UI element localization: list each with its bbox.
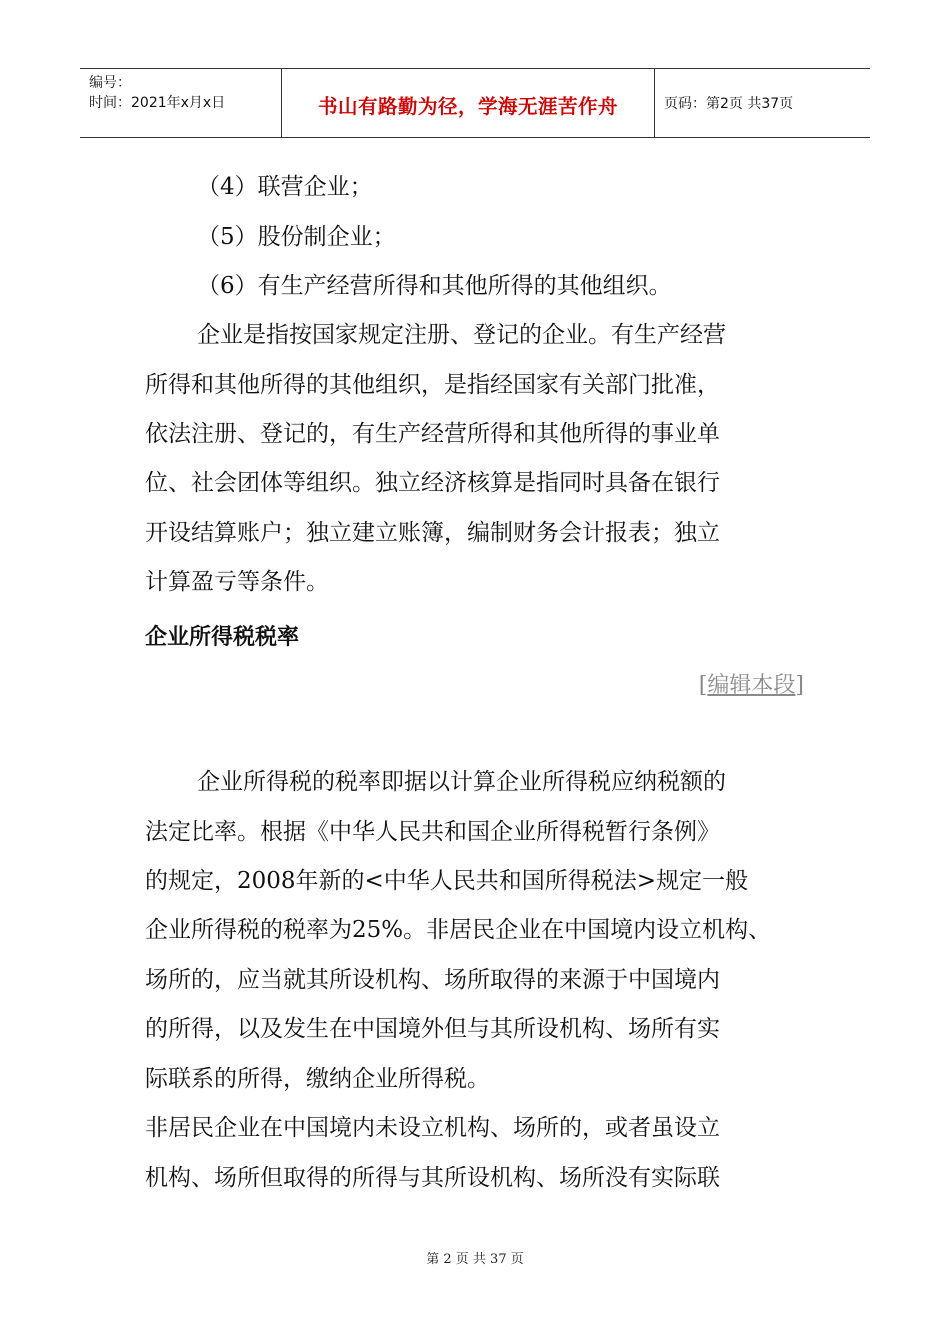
header-meta-cell [80, 69, 282, 137]
paragraph-line: 机构、场所但取得的所得与其所设机构、场所没有实际联 [145, 1165, 720, 1191]
paragraph-line: 企业所得税的税率为25%。非居民企业在中国境内设立机构、 [145, 917, 772, 943]
paragraph-line: 非居民企业在中国境内未设立机构、场所的，或者虽设立 [145, 1115, 720, 1141]
edit-section-link[interactable] [699, 668, 804, 699]
paragraph-line: 际联系的所得，缴纳企业所得税。 [145, 1066, 490, 1092]
paragraph-line: 所得和其他所得的其他组织，是指经国家有关部门批准， [145, 372, 720, 398]
header-page-info: 页码：第2页 共37页 [664, 96, 794, 112]
edit-section-label[interactable]: 编辑本段 [707, 673, 796, 698]
paragraph-line: 计算盈亏等条件。 [145, 569, 329, 595]
edit-bracket-close: ] [795, 673, 804, 698]
list-item: （4）联营企业； [197, 174, 373, 200]
header-motto: 书山有路勤为径，学海无涯苦作舟 [317, 95, 618, 118]
paragraph-line: 场所的，应当就其所设机构、场所取得的来源于中国境内 [145, 967, 720, 993]
paragraph-line: 的所得，以及发生在中国境外但与其所设机构、场所有实 [145, 1016, 720, 1042]
paragraph-line: 位、社会团体等组织。独立经济核算是指同时具备在银行 [145, 470, 720, 496]
section-heading: 企业所得税税率 [145, 625, 300, 650]
document-header [80, 68, 870, 138]
edit-bracket-open: [ [698, 673, 708, 698]
header-motto-cell [282, 69, 655, 137]
paragraph-line: 企业所得税的税率即据以计算企业所得税应纳税额的 [197, 769, 726, 795]
paragraph-line: 开设结算账户；独立建立账簿，编制财务会计报表；独立 [145, 520, 720, 546]
paragraph-line: 依法注册、登记的，有生产经营所得和其他所得的事业单 [145, 421, 720, 447]
paragraph-line: 企业是指按国家规定注册、登记的企业。有生产经营 [197, 322, 726, 348]
page-footer: 第 2 页 共 37 页 [426, 1252, 524, 1267]
document-number-label: 编号： [89, 75, 131, 91]
list-item: （5）股份制企业； [197, 224, 396, 250]
paragraph-line: 法定比率。根据《中华人民共和国企业所得税暂行条例》 [145, 819, 720, 845]
document-time-label: 时间：2021年x月x日 [89, 95, 226, 111]
list-item: （6）有生产经营所得和其他所得的其他组织。 [197, 273, 672, 299]
header-page-cell [656, 69, 870, 137]
paragraph-line: 的规定，2008年新的<中华人民共和国所得税法>规定一般 [145, 868, 749, 894]
